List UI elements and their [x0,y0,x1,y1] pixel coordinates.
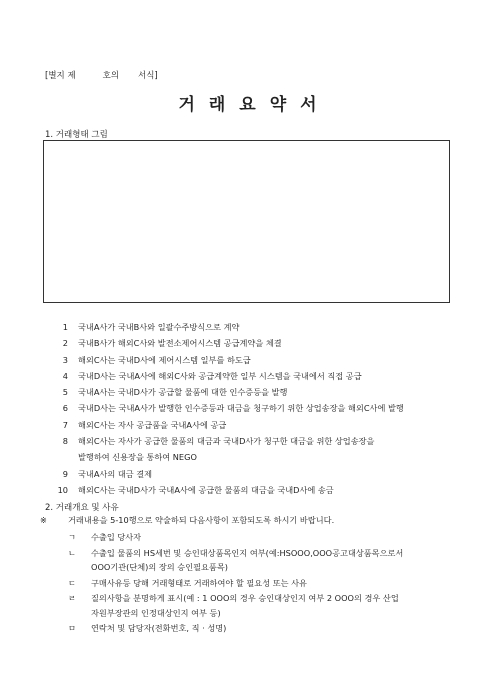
step-number: 7 [62,419,68,430]
step-item [45,352,465,368]
item-text: 구매사유등 당해 거래형태로 거래하여야 할 필요성 또는 사유 [91,577,307,588]
requirement-item [68,591,468,620]
step-item [45,433,465,466]
step-number: 3 [62,354,68,365]
form-identifier: [별지 제 호의 서식] [45,71,158,81]
step-item [45,319,465,335]
requirement-list [68,530,468,637]
step-item [45,482,465,498]
step-text: 국내D사는 국내A사에 해외C사와 공급계약한 일부 시스템을 국내에서 직접 공급 [78,370,362,381]
requirement-item [68,621,468,636]
step-number: 4 [62,370,68,381]
item-text-line-2: OOO기관(단체)의 장의 승인필요품목) [91,562,228,572]
step-text-line-2: 발행하여 신용장을 통하여 NEGO [78,452,197,463]
item-text: 수출입 당사자 [91,532,142,542]
step-text: 해외C사는 국내D사에 제어시스템 일부를 하도급 [78,354,251,365]
step-text [78,433,465,466]
requirement-item [68,546,468,575]
step-text: 국내B사가 해외C사와 발전소제어시스템 공급계약을 체결 [78,338,282,349]
item-text: 연락처 및 담당자(전화번호, 직 · 성명) [91,623,227,633]
step-number: 6 [62,403,68,414]
step-number: 1 [62,322,68,332]
requirement-item [68,576,468,591]
step-text: 국내A사가 국내B사와 일괄수주방식으로 계약 [78,322,240,332]
step-number: 10 [57,484,68,495]
step-text: 해외C사는 국내D사가 국내A사에 공급한 물품의 대금을 국내D사에 송금 [78,484,334,495]
step-number: 2 [62,338,68,349]
section-2-title: 2. 거래개요 및 사유 [45,503,119,513]
step-item [45,466,465,482]
note-mark: ※ [40,515,47,525]
item-mark: ㅁ [68,623,76,633]
section-1-title: 1. 거래형태 그림 [45,130,108,140]
item-mark: ㄱ [68,532,76,542]
item-text [91,546,468,575]
step-item [45,368,465,384]
step-list [45,319,465,498]
step-item [45,335,465,351]
step-text: 국내D사는 국내A사가 발행한 인수증등과 대금을 청구하기 위한 상업송장을 해외C사에 발행 [78,403,404,414]
step-text-line-1: 해외C사는 자사가 공급한 물품의 대금과 국내D사가 청구한 대금을 위한 상업송장을 [78,436,375,447]
step-item [45,400,465,416]
item-mark: ㄴ [68,547,76,558]
document-title: 거래요약서 [178,95,331,115]
requirement-item [68,530,468,545]
instruction-note [40,515,460,526]
transaction-diagram-box [43,140,450,303]
step-text: 해외C사는 자사 공급품을 국내A사에 공급 [78,419,227,430]
step-number: 5 [62,387,68,398]
item-text-line-2: 자원부장관의 인정대상인지 여부 등) [91,607,221,618]
step-number: 8 [62,436,68,447]
item-text-line-1: 수출입 물품의 HS세번 및 승인대상품목인지 여부(예:HSOOO,OOO공고대상품목으로서 [91,547,404,558]
item-mark: ㄹ [68,593,76,603]
step-text: 국내A사는 국내D사가 공급할 물품에 대한 인수증등을 발행 [78,387,288,398]
item-mark: ㄷ [68,577,76,588]
step-item [45,417,465,433]
item-text [91,591,468,620]
note-text: 거래내용을 5-10행으로 약술하되 다음사항이 포함되도록 하시기 바랍니다. [68,515,335,525]
step-number: 9 [62,468,68,479]
step-text: 국내A사의 대금 결제 [78,468,153,479]
step-item [45,384,465,400]
item-text-line-1: 질의사항을 분명하게 표시(예 : 1 OOO의 경우 승인대상인지 여부 2 OOO의 경우 산업 [91,593,399,603]
